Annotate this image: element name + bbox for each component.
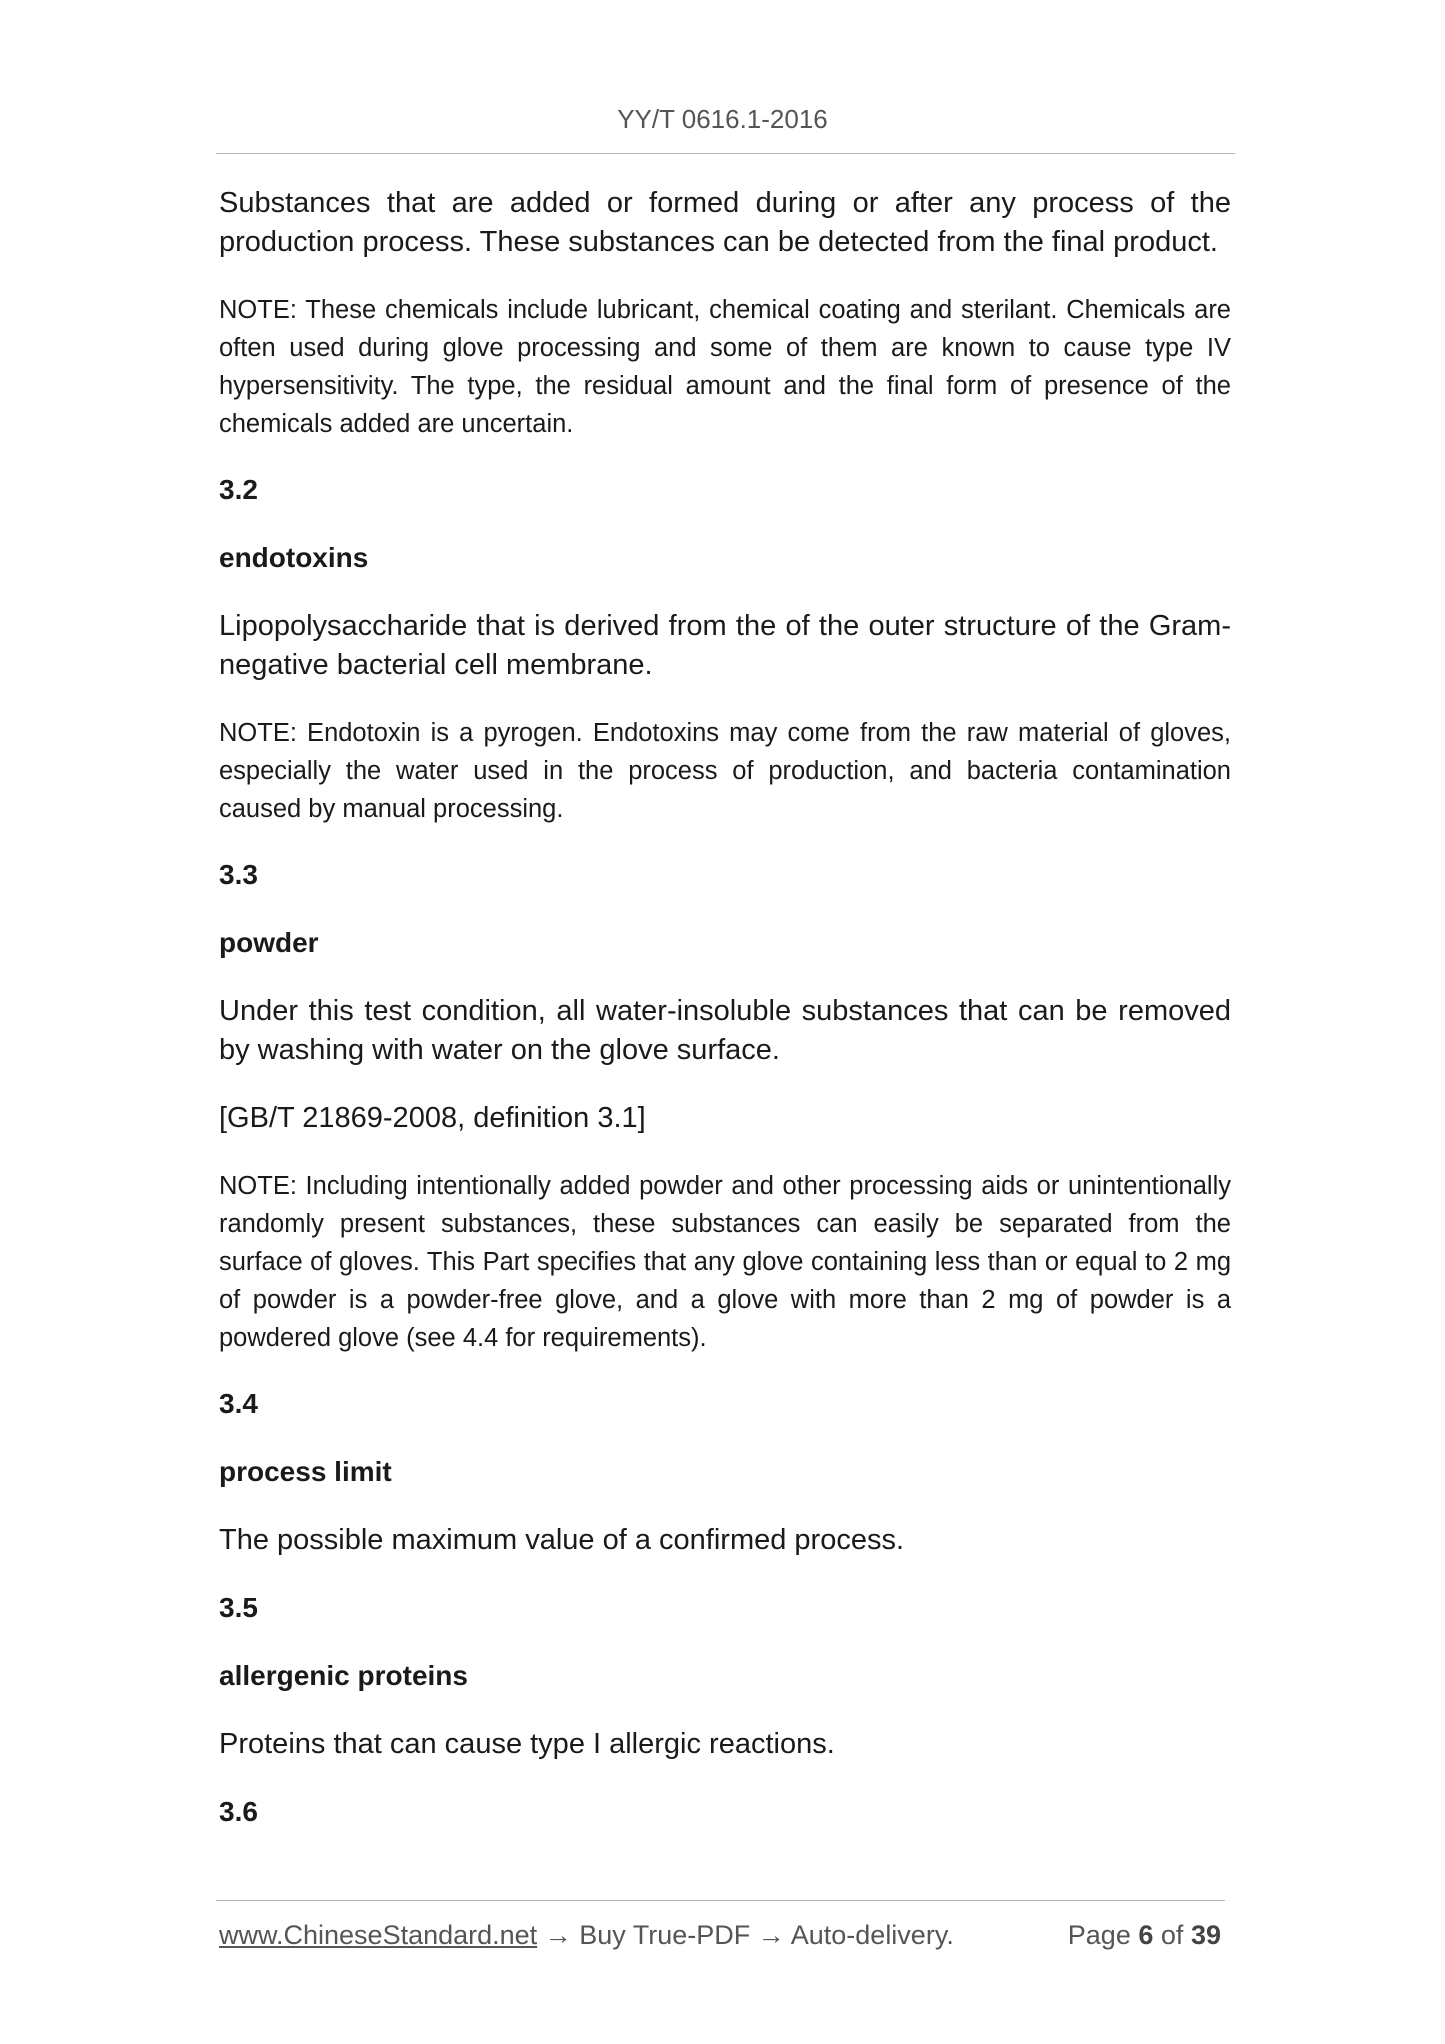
- document-body: [219, 184, 1231, 1861]
- footer-tagline: → Buy True-PDF → Auto-delivery.: [537, 1920, 954, 1950]
- clause-number-3-4: 3.4: [219, 1388, 258, 1419]
- current-page-number: 6: [1138, 1920, 1154, 1950]
- note-3-3: NOTE: Including intentionally added powder and other processing aids or unintentionally randomly present substances, these substances can easily be separated from the surface of gloves. This Part specifies that any glove containing less than or equal to 2 mg of powder is a powder-free glove, and a glove with more than 2 mg of powder is a powdered glove (see 4.4 for requirements).: [219, 1172, 1231, 1352]
- definition-3-5: Proteins that can cause type I allergic reactions.: [219, 1728, 835, 1760]
- total-pages-number: 39: [1190, 1920, 1221, 1950]
- definition-3-3: Under this test condition, all water-insoluble substances that can be removed by washing with water on the glove surface.: [219, 995, 1231, 1066]
- clause-number-3-6: 3.6: [219, 1796, 258, 1827]
- term-endotoxins: endotoxins: [219, 542, 369, 573]
- website-link[interactable]: www.ChineseStandard.net: [219, 1920, 538, 1950]
- page-footer: [219, 1920, 1225, 1960]
- clause-number-3-2: 3.2: [219, 474, 258, 505]
- clause-number-3-5: 3.5: [219, 1592, 258, 1623]
- reference-3-3: [GB/T 21869-2008, definition 3.1]: [219, 1102, 646, 1134]
- page-label: Page: [1067, 1920, 1131, 1950]
- term-powder: powder: [219, 927, 319, 958]
- footer-divider: [216, 1900, 1225, 1901]
- page-number: [1068, 1920, 1221, 1951]
- definition-3-4: The possible maximum value of a confirmed process.: [219, 1524, 905, 1556]
- note-3-1: NOTE: These chemicals include lubricant, chemical coating and sterilant. Chemicals are often used during glove processing and some of them are known to cause type IV hypersensitivity. The type, the residual amount and the final form of presence of the chemicals added are uncertain.: [219, 296, 1231, 438]
- header-divider: [216, 153, 1235, 154]
- definition-3-2: Lipopolysaccharide that is derived from the of the outer structure of the Gram-negative bacterial cell membrane.: [219, 610, 1231, 681]
- footer-promo: [219, 1920, 954, 1951]
- page-header-title: YY/T 0616.1-2016: [617, 104, 828, 134]
- term-allergenic-proteins: allergenic proteins: [219, 1660, 468, 1691]
- note-3-2: NOTE: Endotoxin is a pyrogen. Endotoxins may come from the raw material of gloves, especially the water used in the process of production, and bacteria contamination caused by manual processing.: [219, 719, 1231, 823]
- term-process-limit: process limit: [219, 1456, 392, 1487]
- clause-number-3-3: 3.3: [219, 859, 258, 890]
- of-label: of: [1160, 1920, 1184, 1950]
- definition-3-1: Substances that are added or formed during or after any process of the production process. These substances can be detected from the final product.: [219, 187, 1231, 258]
